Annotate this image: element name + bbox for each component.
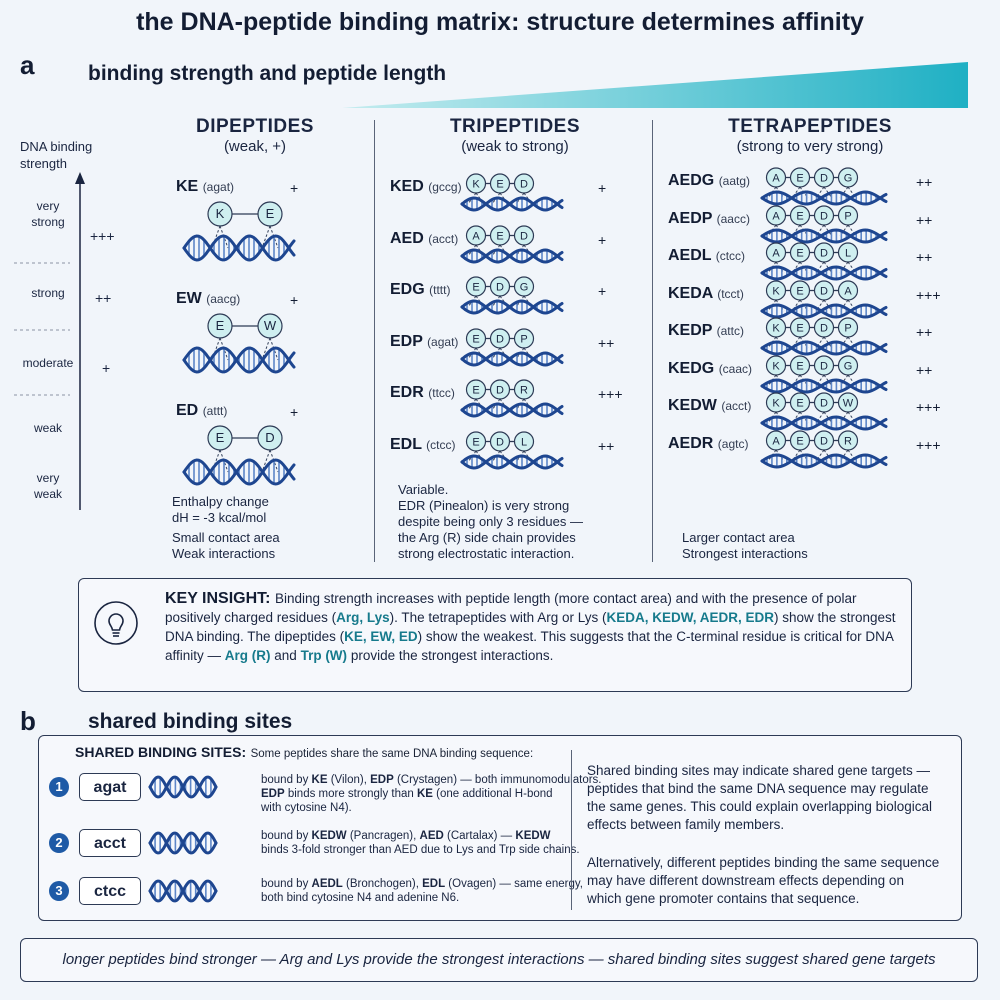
peptide-dna-diagram	[758, 166, 890, 208]
key-insight-label: KEY INSIGHT:	[165, 590, 271, 607]
residue-label: P	[844, 322, 852, 335]
residue-label: W	[842, 397, 854, 410]
peptide-name: KE (agat)	[176, 178, 235, 195]
site-description: bound by AEDL (Bronchogen), EDL (Ovagen) — same energy, both bind cytosine N4 and adenine N6.	[261, 878, 583, 904]
peptide-name: EDR (ttcc)	[390, 384, 455, 401]
key-insight-box	[78, 578, 912, 692]
peptide-dna-diagram	[458, 378, 566, 420]
axis-separators	[14, 255, 70, 415]
peptide-strength: +	[598, 231, 607, 248]
residue-label: D	[820, 210, 828, 222]
residue-label: A	[772, 435, 780, 447]
residue-label: E	[796, 435, 804, 447]
panel-b-title: shared binding sites	[88, 710, 293, 733]
peptide-name: AEDL (ctcc)	[668, 247, 746, 264]
residue-label: E	[215, 318, 225, 333]
peptide-name: AEDR (agtc)	[668, 434, 749, 452]
peptide-strength: +	[290, 180, 299, 196]
peptide-name: AEDG (aatg)	[668, 172, 751, 189]
peptide-strength: ++	[916, 249, 933, 265]
peptide-name: EDP (agat)	[390, 332, 459, 350]
residue-label: E	[265, 206, 275, 221]
peptide-dna-diagram	[180, 312, 298, 378]
peptide-strength: +	[290, 292, 299, 308]
peptide-dna-diagram	[758, 316, 890, 358]
shared-sites-intro: Some peptides share the same DNA binding sequence:	[250, 748, 534, 760]
residue-label: K	[772, 397, 780, 410]
residue-label: E	[215, 430, 225, 445]
shared-sites-label: SHARED BINDING SITES:	[75, 744, 247, 760]
residue-label: A	[844, 285, 852, 297]
peptide-name: EW (aacg)	[176, 290, 241, 307]
peptide-strength: ++	[916, 324, 933, 340]
column-subheading: (weak, +)	[223, 138, 287, 155]
peptide-strength: ++	[598, 334, 615, 351]
residue-label: R	[520, 384, 528, 397]
peptide-name: EDL (ctcc)	[390, 435, 456, 453]
peptide-strength: +	[598, 180, 607, 196]
residue-label: A	[772, 210, 780, 222]
peptide-dna-diagram	[458, 275, 566, 317]
residue-label: K	[772, 322, 780, 335]
residue-label: P	[520, 333, 528, 345]
peptide-dna-diagram	[458, 172, 566, 214]
residue-label: D	[496, 333, 504, 345]
peptide-name: AEDP (aacc)	[668, 209, 750, 227]
peptide-strength: +	[290, 404, 299, 420]
peptide-strength: +++	[916, 436, 941, 453]
site-number-badge: 3	[49, 881, 69, 901]
peptide-strength: ++	[598, 437, 615, 454]
peptide-strength: +	[598, 283, 607, 299]
column-divider-2	[652, 120, 653, 562]
residue-label: A	[772, 247, 780, 260]
shared-sites-explanation-2: Alternatively, different peptides binding the same sequence may have different downstream effects depending on which gene promoter contains that sequence.	[587, 855, 940, 906]
site-description: bound by KE (Vilon), EDP (Crystagen) — both immunomodulators. EDP binds more strongly than KE (one additional H-bond with cytosine N4).	[261, 774, 602, 814]
residue-label: W	[263, 318, 277, 333]
residue-label: A	[772, 172, 780, 185]
peptide-name: KEDP (attc)	[668, 322, 744, 339]
dna-helix-icon	[147, 772, 219, 802]
residue-label: P	[844, 210, 852, 222]
column-notes: Larger contact area Strongest interactions	[682, 530, 808, 561]
peptide-dna-diagram	[758, 279, 890, 321]
residue-label: E	[472, 436, 480, 448]
axis-level-strength: ++	[95, 290, 112, 306]
peptide-name: ED (attt)	[176, 402, 228, 419]
residue-label: D	[820, 247, 828, 260]
site-number-badge: 1	[49, 777, 69, 797]
peptide-strength: ++	[916, 361, 933, 378]
site-number-badge: 2	[49, 833, 69, 853]
axis-level-strength: +++	[90, 228, 115, 244]
peptide-name: EDG (tttt)	[390, 281, 451, 298]
residue-label: E	[796, 210, 804, 222]
axis-level-label: strong	[31, 286, 65, 300]
panel-a-letter: a	[20, 50, 35, 80]
column-subheading: (weak to strong)	[461, 138, 569, 155]
peptide-dna-diagram	[758, 204, 890, 246]
residue-label: E	[796, 247, 804, 260]
peptide-dna-diagram	[458, 224, 566, 266]
peptide-name: KEDA (tcct)	[668, 284, 744, 302]
peptide-name: KED (gccg)	[390, 178, 462, 195]
residue-label: G	[843, 172, 853, 185]
residue-label: G	[843, 360, 853, 372]
dna-helix-icon	[147, 828, 219, 858]
residue-label: D	[820, 172, 828, 185]
residue-label: K	[215, 206, 225, 221]
residue-label: D	[496, 281, 504, 294]
residue-label: D	[520, 178, 528, 191]
site-sequence-box: ctcc	[79, 877, 141, 905]
lightbulb-icon	[93, 597, 139, 651]
column-notes: Enthalpy change dH = -3 kcal/mol Small contact area Weak interactions	[172, 494, 280, 561]
residue-label: D	[520, 230, 528, 242]
peptide-dna-diagram	[758, 354, 890, 396]
residue-label: D	[820, 360, 828, 372]
residue-label: K	[472, 178, 480, 191]
residue-label: D	[820, 285, 828, 297]
residue-label: E	[472, 281, 480, 294]
residue-label: D	[820, 322, 828, 335]
peptide-strength: ++	[916, 174, 933, 190]
residue-label: E	[796, 285, 804, 297]
peptide-name: AED (acct)	[390, 229, 459, 247]
peptide-dna-diagram	[458, 327, 566, 369]
peptide-dna-diagram	[758, 241, 890, 283]
residue-label: E	[496, 230, 504, 242]
panel-a-title: binding strength and peptide length	[88, 62, 447, 85]
column-subheading: (strong to very strong)	[736, 138, 884, 155]
column-heading: DIPEPTIDES	[196, 116, 314, 137]
residue-label: L	[844, 247, 852, 260]
peptide-dna-diagram	[458, 430, 566, 472]
column-heading: TETRAPEPTIDES	[728, 116, 892, 137]
axis-level-label: very strong	[31, 199, 65, 229]
axis-level-label: very weak	[33, 471, 62, 501]
column-notes: Variable. EDR (Pinealon) is very strong despite being only 3 residues — the Arg (R) side chain provides strong electrostatic interaction.	[398, 482, 584, 561]
residue-label: D	[496, 436, 504, 448]
peptide-strength: ++	[916, 211, 933, 228]
residue-label: E	[472, 333, 480, 345]
axis-title: DNA binding strength	[20, 139, 93, 171]
site-description: bound by KEDW (Pancragen), AED (Cartalax) — KEDW binds 3-fold stronger than AED due to Lys and Trp side chains.	[261, 830, 580, 856]
axis-level-label: moderate	[22, 356, 74, 370]
residue-label: K	[772, 285, 780, 297]
footer-box	[20, 938, 978, 982]
peptide-strength: +++	[916, 286, 941, 303]
shared-sites-explanation-1: Shared binding sites may indicate shared gene targets — peptides that bind the same DNA sequence may regulate the same genes. This could explain overlapping biological effects between family members.	[587, 763, 932, 832]
peptide-dna-diagram	[180, 424, 298, 490]
residue-label: E	[796, 397, 804, 410]
residue-label: E	[796, 360, 804, 372]
residue-label: D	[265, 430, 275, 445]
peptide-strength: +++	[916, 399, 941, 415]
residue-label: R	[844, 435, 852, 447]
strength-wedge	[340, 60, 980, 112]
residue-label: A	[472, 230, 480, 242]
peptide-strength: +++	[598, 386, 623, 402]
panel-b-letter: b	[20, 706, 36, 736]
site-sequence-box: agat	[79, 773, 141, 801]
key-insight-text: Binding strength increases with peptide length (more contact area) and with the presence of polar positively charged residues (Arg, Lys). The tetrapeptides with Arg or Lys (KEDA, KEDW, AEDR, EDR) show the strongest DNA binding. The dipeptides (KE, EW, ED) show the weakest. This suggests that the C-terminal residue is critical for DNA affinity — Arg (R) and Trp (W) provide the strongest interactions.	[165, 591, 896, 663]
axis-level-label: weak	[33, 421, 62, 435]
residue-label: D	[820, 435, 828, 447]
peptide-name: KEDW (acct)	[668, 397, 752, 414]
peptide-dna-diagram	[758, 429, 890, 471]
site-sequence-box: acct	[79, 829, 141, 857]
residue-label: G	[519, 281, 529, 294]
residue-label: D	[820, 397, 828, 410]
residue-label: D	[496, 384, 504, 397]
residue-label: E	[796, 172, 804, 185]
peptide-dna-diagram	[180, 200, 298, 266]
residue-label: L	[520, 436, 528, 448]
page-title: the DNA-peptide binding matrix: structure determines affinity	[136, 8, 864, 36]
residue-label: E	[796, 322, 804, 335]
peptide-name: KEDG (caac)	[668, 359, 753, 377]
peptide-dna-diagram	[758, 391, 890, 433]
dna-helix-icon	[147, 876, 219, 906]
footer-text: longer peptides bind stronger — Arg and Lys provide the strongest interactions — shared binding sites suggest shared gene targets	[62, 951, 936, 968]
shared-sites-box	[38, 735, 962, 921]
column-heading: TRIPEPTIDES	[449, 116, 581, 137]
shared-sites-divider	[571, 750, 572, 910]
axis-level-strength: +	[102, 360, 111, 376]
residue-label: K	[772, 360, 780, 372]
residue-label: E	[472, 384, 480, 397]
residue-label: E	[496, 178, 504, 191]
